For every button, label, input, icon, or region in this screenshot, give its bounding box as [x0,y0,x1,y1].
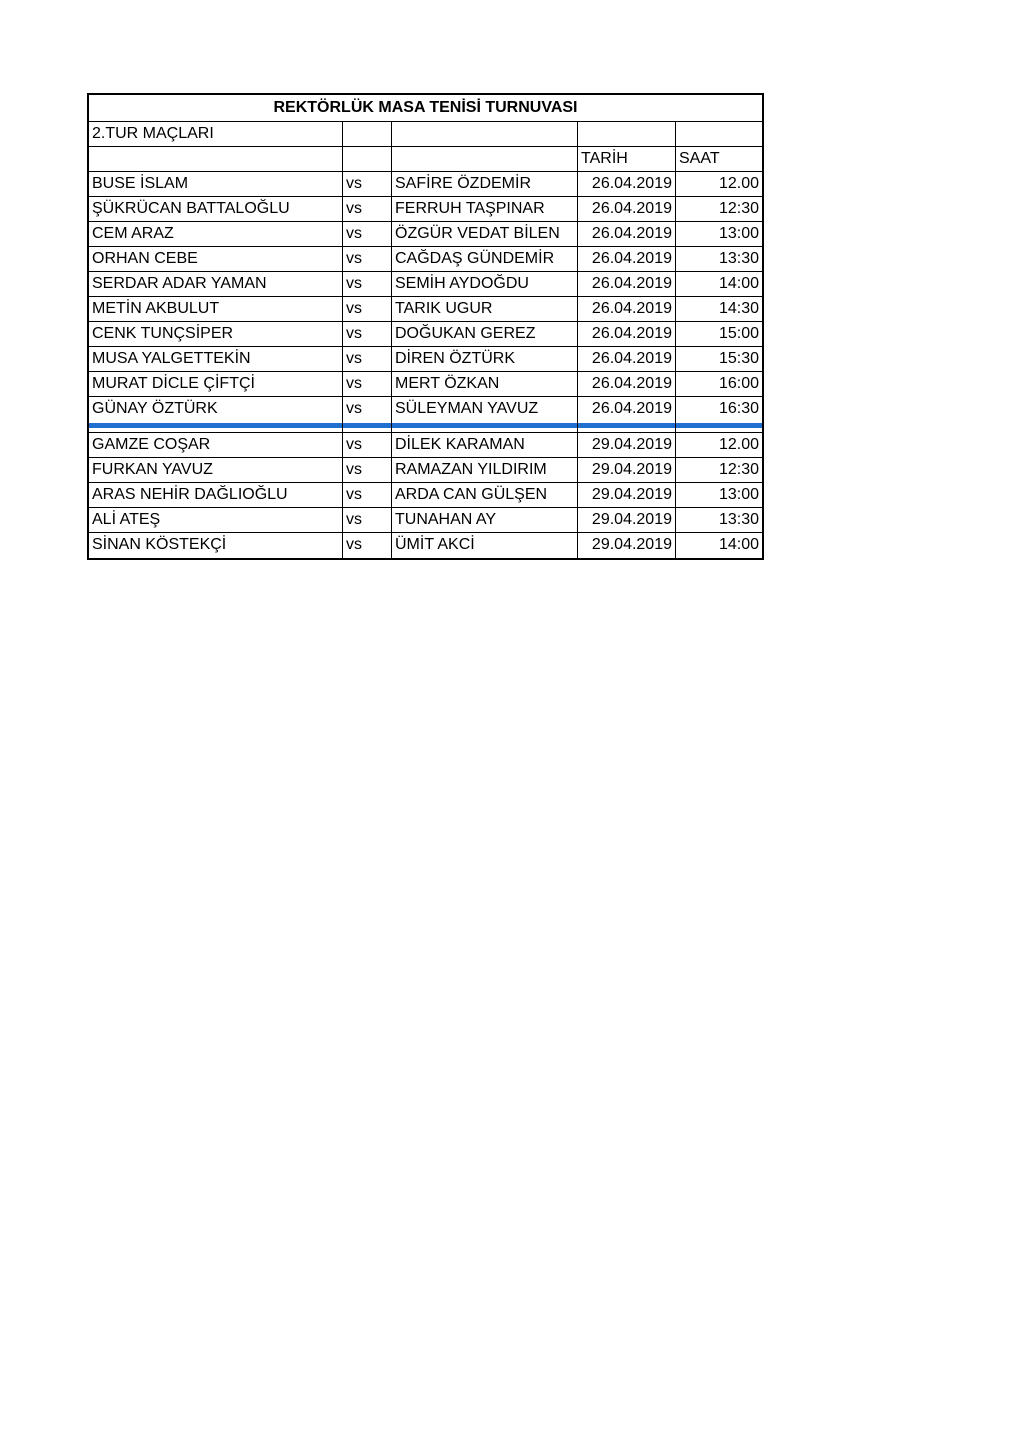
player-1-cell: ORHAN CEBE [89,247,343,271]
time-header: SAAT [679,150,720,167]
player-1-cell: MURAT DİCLE ÇİFTÇİ [89,372,343,396]
player-1-cell: ARAS NEHİR DAĞLIOĞLU [89,483,343,507]
player-2-cell: CAĞDAŞ GÜNDEMİR [392,247,578,271]
time-cell: 14:30 [718,300,759,317]
subtitle-row [89,122,762,147]
match-group-1 [89,172,762,422]
date-cell: 26.04.2019 [578,397,676,422]
table-row [89,197,762,222]
empty-cell [578,122,676,146]
empty-cell [343,147,392,171]
vs-cell: vs [343,297,392,321]
table-row [89,172,762,197]
vs-cell: vs [343,347,392,371]
separator-cell [578,422,676,432]
date-cell: 29.04.2019 [578,458,676,482]
group-separator [89,422,762,433]
vs-cell: vs [343,508,392,532]
match-schedule-table [87,93,764,560]
date-cell: 26.04.2019 [578,197,676,221]
player-2-cell: SAFİRE ÖZDEMİR [392,172,578,196]
time-cell: 15:00 [718,325,759,342]
time-cell: 13:30 [718,250,759,267]
date-cell: 29.04.2019 [578,483,676,507]
player-2-cell: DOĞUKAN GEREZ [392,322,578,346]
vs-cell: vs [343,397,392,422]
table-row [89,508,762,533]
time-cell: 16:30 [718,400,759,417]
vs-cell: vs [343,197,392,221]
player-2-cell: DİREN ÖZTÜRK [392,347,578,371]
date-cell: 29.04.2019 [578,533,676,558]
vs-cell: vs [343,372,392,396]
time-cell: 12:30 [718,200,759,217]
player-1-cell: SİNAN KÖSTEKÇİ [89,533,343,558]
time-cell: 15:30 [718,350,759,367]
player-2-cell: FERRUH TAŞPINAR [392,197,578,221]
table-row [89,372,762,397]
vs-cell: vs [343,458,392,482]
player-2-cell: ÖZGÜR VEDAT BİLEN [392,222,578,246]
time-cell: 13:30 [718,511,759,528]
date-cell: 26.04.2019 [578,222,676,246]
vs-cell: vs [343,483,392,507]
separator-cell [392,422,578,432]
time-cell: 16:00 [718,375,759,392]
table-row [89,272,762,297]
time-cell: 12.00 [718,436,759,453]
player-1-cell: FURKAN YAVUZ [89,458,343,482]
empty-cell [676,122,762,146]
date-cell: 29.04.2019 [578,508,676,532]
player-1-cell: SERDAR ADAR YAMAN [89,272,343,296]
player-1-cell: CENK TUNÇSİPER [89,322,343,346]
time-cell: 14:00 [718,536,759,553]
separator-cell [89,422,343,432]
table-row [89,247,762,272]
date-cell: 26.04.2019 [578,272,676,296]
date-cell: 29.04.2019 [578,433,676,457]
time-cell: 13:00 [718,225,759,242]
player-1-cell: GÜNAY ÖZTÜRK [89,397,343,422]
player-1-cell: CEM ARAZ [89,222,343,246]
player-1-cell: METİN AKBULUT [89,297,343,321]
player-1-cell: BUSE İSLAM [89,172,343,196]
separator-cell [676,422,762,432]
player-2-cell: ÜMİT AKCİ [392,533,578,558]
player-1-cell: MUSA YALGETTEKİN [89,347,343,371]
vs-cell: vs [343,172,392,196]
player-1-cell: GAMZE COŞAR [89,433,343,457]
player-2-cell: RAMAZAN YILDIRIM [392,458,578,482]
date-cell: 26.04.2019 [578,322,676,346]
table-row [89,458,762,483]
vs-cell: vs [343,222,392,246]
time-cell: 13:00 [718,486,759,503]
date-cell: 26.04.2019 [578,347,676,371]
time-cell: 14:00 [718,275,759,292]
vs-cell: vs [343,433,392,457]
vs-cell: vs [343,533,392,558]
table-row [89,533,762,558]
date-cell: 26.04.2019 [578,172,676,196]
date-cell: 26.04.2019 [578,247,676,271]
table-row [89,483,762,508]
player-2-cell: DİLEK KARAMAN [392,433,578,457]
vs-cell: vs [343,322,392,346]
player-2-cell: TUNAHAN AY [392,508,578,532]
date-header: TARİH [578,147,676,171]
player-2-cell: ARDA CAN GÜLŞEN [392,483,578,507]
table-row [89,222,762,247]
time-cell: 12:30 [718,461,759,478]
empty-cell [392,147,578,171]
player-2-cell: MERT ÖZKAN [392,372,578,396]
date-cell: 26.04.2019 [578,372,676,396]
round-label: 2.TUR MAÇLARI [89,122,343,146]
time-cell: 12.00 [718,175,759,192]
player-1-cell: ALİ ATEŞ [89,508,343,532]
date-cell: 26.04.2019 [578,297,676,321]
player-1-cell: ŞÜKRÜCAN BATTALOĞLU [89,197,343,221]
separator-cell [343,422,392,432]
match-group-2 [89,433,762,558]
header-row [89,147,762,172]
table-title: REKTÖRLÜK MASA TENİSİ TURNUVASI [89,95,762,122]
empty-cell [89,147,343,171]
empty-cell [343,122,392,146]
table-row [89,322,762,347]
empty-cell [392,122,578,146]
vs-cell: vs [343,247,392,271]
table-row [89,297,762,322]
table-row [89,433,762,458]
player-2-cell: SEMİH AYDOĞDU [392,272,578,296]
player-2-cell: TARIK UGUR [392,297,578,321]
vs-cell: vs [343,272,392,296]
table-row [89,347,762,372]
player-2-cell: SÜLEYMAN YAVUZ [392,397,578,422]
table-row [89,397,762,422]
